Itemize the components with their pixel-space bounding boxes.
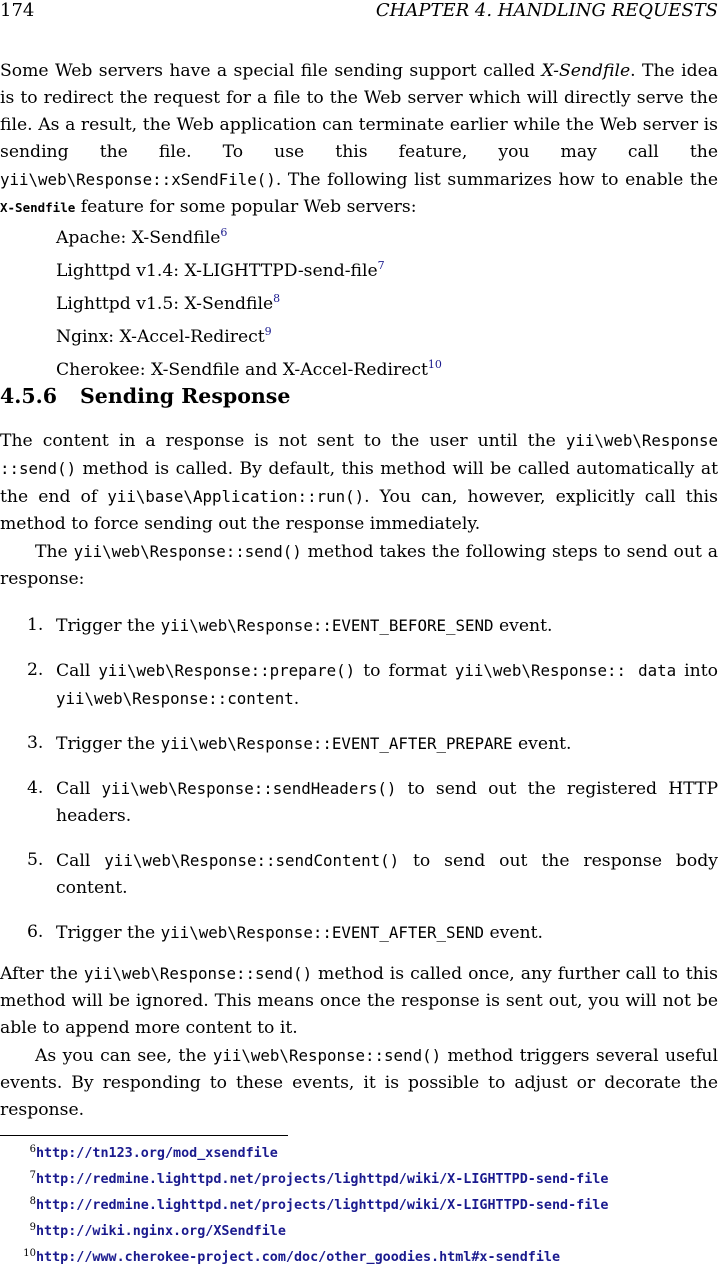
text: method takes the following steps to send out a response: xyxy=(0,542,718,589)
item-text: Cherokee: X-Sendfile and X-Accel-Redirect xyxy=(56,360,428,380)
text: Call xyxy=(56,661,99,681)
footnote xyxy=(0,1191,727,1217)
item-number: 1. xyxy=(27,615,44,635)
code-ref: yii\web\Response::EVENT_BEFORE_SEND xyxy=(160,616,494,635)
item-number: 6. xyxy=(27,922,44,942)
server-list xyxy=(56,219,442,384)
list-item xyxy=(0,775,718,830)
list-item xyxy=(0,657,718,713)
item-number: 2. xyxy=(27,660,44,680)
text: The content in a response is not sent to the user until the xyxy=(0,431,566,451)
section-title: Sending Response xyxy=(80,384,291,408)
code-ref: yii\web\Response::content xyxy=(56,689,294,708)
text: method is called once, any further call to this method will be ignored. This means once the response is sent out, you will not be able to append more content to it. xyxy=(0,964,718,1038)
item-number: 5. xyxy=(27,850,44,870)
footnote-number: 10 xyxy=(23,1248,36,1259)
steps-list xyxy=(0,612,718,964)
text: . The idea is to redirect the request for a file to the Web server which will directly serve the file. As a result, the Web application can terminate earlier while the Web server is sending the file. To use this feature, you may call the xyxy=(0,61,718,162)
footnote xyxy=(0,1165,727,1191)
footnote-number: 6 xyxy=(29,1144,36,1155)
footnote-link[interactable]: http://tn123.org/mod_xsendfile xyxy=(36,1146,278,1161)
footnote-number: 7 xyxy=(29,1170,36,1181)
code-ref: yii\web\Response::send() xyxy=(212,1046,442,1065)
chapter-title: CHAPTER 4. HANDLING REQUESTS xyxy=(375,0,718,21)
text: to format xyxy=(355,661,455,681)
text: method triggers several useful events. By responding to these events, it is possible to adjust or decorate the response. xyxy=(0,1046,718,1120)
list-item xyxy=(0,730,718,758)
item-text: Lighttpd v1.5: X-Sendfile xyxy=(56,294,274,314)
code-ref: yii\web\Response::EVENT_AFTER_SEND xyxy=(160,923,485,942)
code-ref: yii\web\Response::prepare() xyxy=(98,661,356,680)
item-number: 3. xyxy=(27,733,44,753)
page-number: 174 xyxy=(0,0,35,21)
text: Call xyxy=(56,851,105,871)
running-header xyxy=(0,0,718,24)
footnote-link[interactable]: http://www.cherokee-project.com/doc/other_goodies.html#x-sendfile xyxy=(36,1250,561,1265)
text: Some Web servers have a special file sending support called xyxy=(0,61,542,81)
footnote-ref[interactable]: 9 xyxy=(264,325,272,338)
footnote-divider xyxy=(0,1135,288,1136)
footnote-link[interactable]: http://redmine.lighttpd.net/projects/lighttpd/wiki/X-LIGHTTPD-send-file xyxy=(36,1198,609,1213)
footnote-number: 8 xyxy=(29,1196,36,1207)
item-text: Lighttpd v1.4: X-LIGHTTPD-send-file xyxy=(56,261,378,281)
paragraph-xsendfile xyxy=(0,58,718,221)
code-ref: X-Sendfile xyxy=(0,200,76,215)
text: After the xyxy=(0,964,84,984)
footnotes xyxy=(0,1139,727,1269)
footnote-ref[interactable]: 7 xyxy=(377,259,385,272)
text: Trigger the xyxy=(56,923,161,943)
text: feature for some popular Web servers: xyxy=(75,197,417,217)
text: event. xyxy=(512,734,572,754)
text: Trigger the xyxy=(56,616,161,636)
emphasis: X-Sendfile xyxy=(541,61,631,81)
list-item xyxy=(56,318,442,351)
footnote-ref[interactable]: 8 xyxy=(273,292,281,305)
code-ref: yii\web\Response::send() xyxy=(83,964,313,983)
list-item xyxy=(0,919,718,947)
footnote xyxy=(0,1217,727,1243)
footnote-link[interactable]: http://redmine.lighttpd.net/projects/lighttpd/wiki/X-LIGHTTPD-send-file xyxy=(36,1172,609,1187)
text: . xyxy=(293,689,300,709)
text: . The following list summarizes how to enable the xyxy=(275,170,718,190)
code-ref: yii\web\Response::send() xyxy=(73,542,302,561)
item-text: Nginx: X-Accel-Redirect xyxy=(56,327,265,347)
footnote-number: 9 xyxy=(29,1222,36,1233)
text: As you can see, the xyxy=(35,1046,213,1066)
text: event. xyxy=(484,923,543,943)
code-ref: yii\web\Response::xSendFile() xyxy=(0,170,276,189)
paragraph-sending-response xyxy=(0,427,718,593)
text: . You can, however, explicitly call this method to force sending out the response immediately. xyxy=(0,487,718,534)
item-text: Apache: X-Sendfile xyxy=(56,228,221,248)
list-item xyxy=(56,285,442,318)
code-ref: yii\web\Response ::send() xyxy=(0,431,718,478)
code-ref: yii\web\Response::sendContent() xyxy=(104,851,400,870)
list-item xyxy=(0,612,718,640)
footnote xyxy=(0,1139,727,1165)
code-ref: yii\base\Application::run() xyxy=(107,487,365,506)
item-number: 4. xyxy=(27,778,44,798)
text: Trigger the xyxy=(56,734,161,754)
text: to send out the registered HTTP headers. xyxy=(56,779,719,826)
footnote-ref[interactable]: 10 xyxy=(427,358,442,371)
list-item xyxy=(0,847,718,902)
code-ref: yii\web\Response::sendHeaders() xyxy=(101,779,397,798)
list-item xyxy=(56,252,442,285)
text: method is called. By default, this method will be called automatically at the end of xyxy=(0,459,718,507)
text: to send out the response body content. xyxy=(56,851,718,898)
footnote-ref[interactable]: 6 xyxy=(220,226,228,239)
footnote-link[interactable]: http://wiki.nginx.org/XSendfile xyxy=(36,1224,286,1239)
text: Call xyxy=(56,779,102,799)
paragraph-after-send xyxy=(0,960,718,1124)
code-ref: yii\web\Response::EVENT_AFTER_PREPARE xyxy=(160,734,513,753)
text: event. xyxy=(493,616,553,636)
section-heading xyxy=(0,384,290,408)
code-ref: yii\web\Response:: data xyxy=(454,661,677,680)
text: into xyxy=(676,661,718,681)
list-item xyxy=(56,219,442,252)
list-item xyxy=(56,351,442,384)
section-number: 4.5.6 xyxy=(0,384,58,408)
text: The xyxy=(35,542,74,562)
